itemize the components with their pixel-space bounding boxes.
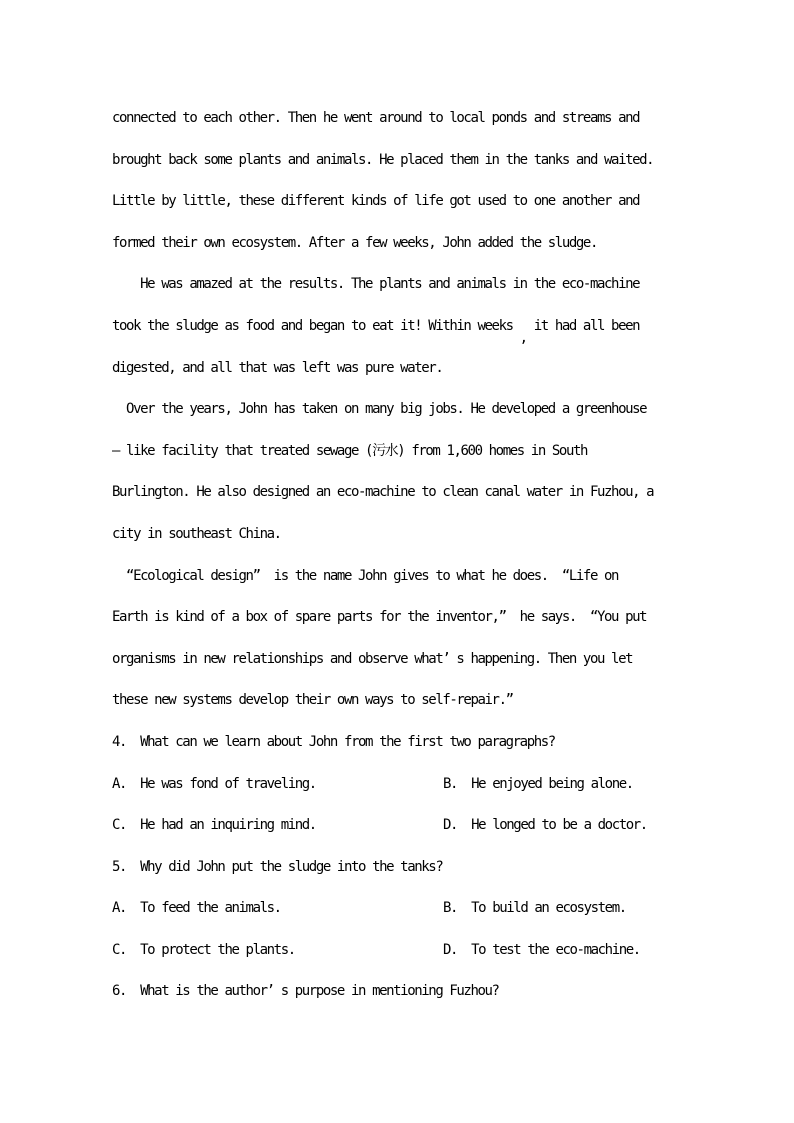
option-a: A. To feed the animals. [112,900,281,917]
option-d: D. He longed to be a doctor. [443,817,647,834]
option-a: A. He was fond of traveling. [112,775,316,792]
passage-line: formed their own ecosystem. After a few weeks, John added the sludge. [112,234,597,251]
options-row [112,805,692,847]
option-b: B. He enjoyed being alone. [443,775,633,792]
options-row [112,930,692,972]
passage-line: Earth is kind of a box of spare parts for the inventor,” he says. “You put [112,609,647,626]
passage-line: “Ecological design” is the name John gives to what he does. “Life on [112,567,619,584]
passage-line: organisms in new relationships and observe what’ s happening. Then you let [112,650,633,667]
passage-line: city in southeast China. [112,525,281,542]
options-row [112,888,692,930]
passage-line: He was amazed at the results. The plants and animals in the eco-machine [112,276,640,293]
passage-text: took the sludge as food and began to eat it! Within weeks [112,317,520,334]
dropped-comma: , [519,329,527,346]
options-row [112,764,692,806]
passage-line: — like facility that treated sewage (污水) from 1,600 homes in South [112,442,588,459]
exam-text-block [112,98,692,1013]
passage-text: it had all been [526,317,640,334]
passage-line: digested, and all that was left was pure water. [112,359,443,376]
question-stem: 6. What is the author’ s purpose in mentioning Fuzhou? [112,983,499,1000]
passage-line: connected to each other. Then he went around to local ponds and streams and [112,110,640,126]
passage-line: Little by little, these different kinds of life got used to one another and [112,193,640,210]
option-c: C. He had an inquiring mind. [112,817,316,834]
passage-line [112,306,692,348]
passage-line: Over the years, John has taken on many big jobs. He developed a greenhouse [112,401,647,418]
passage-line: brought back some plants and animals. He placed them in the tanks and waited. [112,151,654,168]
option-d: D. To test the eco-machine. [443,941,640,958]
question-stem: 5. Why did John put the sludge into the tanks? [112,858,443,875]
option-b: B. To build an ecosystem. [443,900,626,917]
passage-line: Burlington. He also designed an eco-machine to clean canal water in Fuzhou, a [112,484,654,501]
option-c: C. To protect the plants. [112,941,295,958]
question-stem: 4. What can we learn about John from the first two paragraphs? [112,733,555,750]
passage-line: these new systems develop their own ways to self-repair.” [112,692,513,709]
